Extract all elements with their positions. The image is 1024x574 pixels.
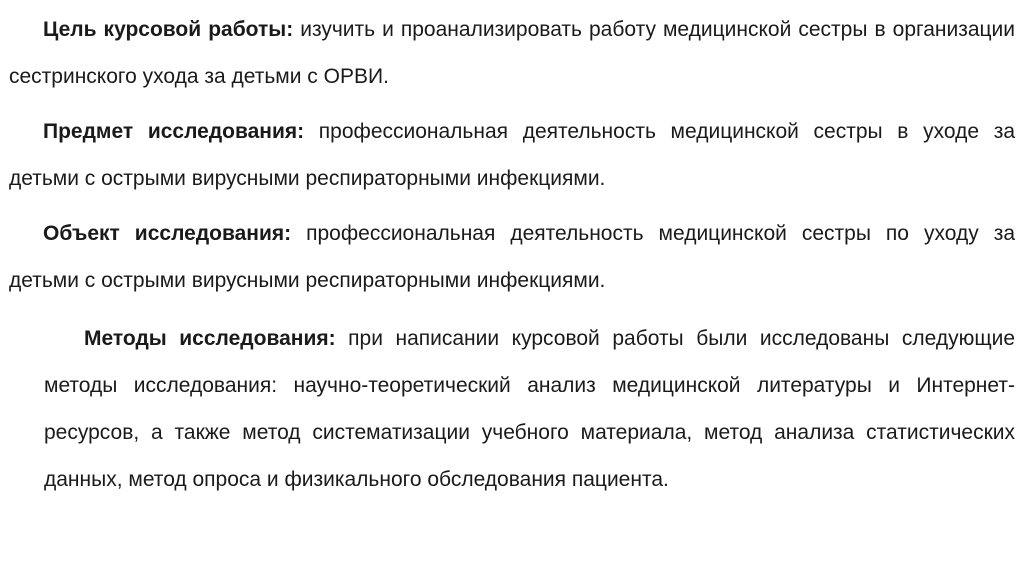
object-heading: Объект исследования: — [43, 222, 292, 245]
subject-text: профессиональная деятельность медицинской сестры в уходе за детьми с острыми вирусными респираторными инфекциями. — [9, 120, 1015, 190]
goal-paragraph — [9, 6, 1015, 100]
methods-text: при написании курсовой работы были исследованы следующие методы исследования: научно-теоретический анализ медицинской литературы и Интернет-ресурсов, а также метод систематизации учебного материала, метод анализа статистических данных, метод опроса и физикального обследования пациента. — [44, 327, 1016, 491]
object-paragraph — [9, 210, 1015, 304]
methods-heading: Методы исследования: — [84, 327, 336, 350]
subject-heading: Предмет исследования: — [43, 120, 305, 143]
object-text: профессиональная деятельность медицинской сестры по уходу за детьми с острыми вирусными респираторными инфекциями. — [9, 222, 1016, 292]
subject-paragraph — [9, 108, 1015, 202]
goal-heading: Цель курсовой работы: — [43, 18, 294, 41]
methods-paragraph — [44, 315, 1015, 503]
goal-text: изучить и проанализировать работу медицинской сестры в организации сестринского ухода за детьми с ОРВИ. — [9, 18, 1015, 88]
